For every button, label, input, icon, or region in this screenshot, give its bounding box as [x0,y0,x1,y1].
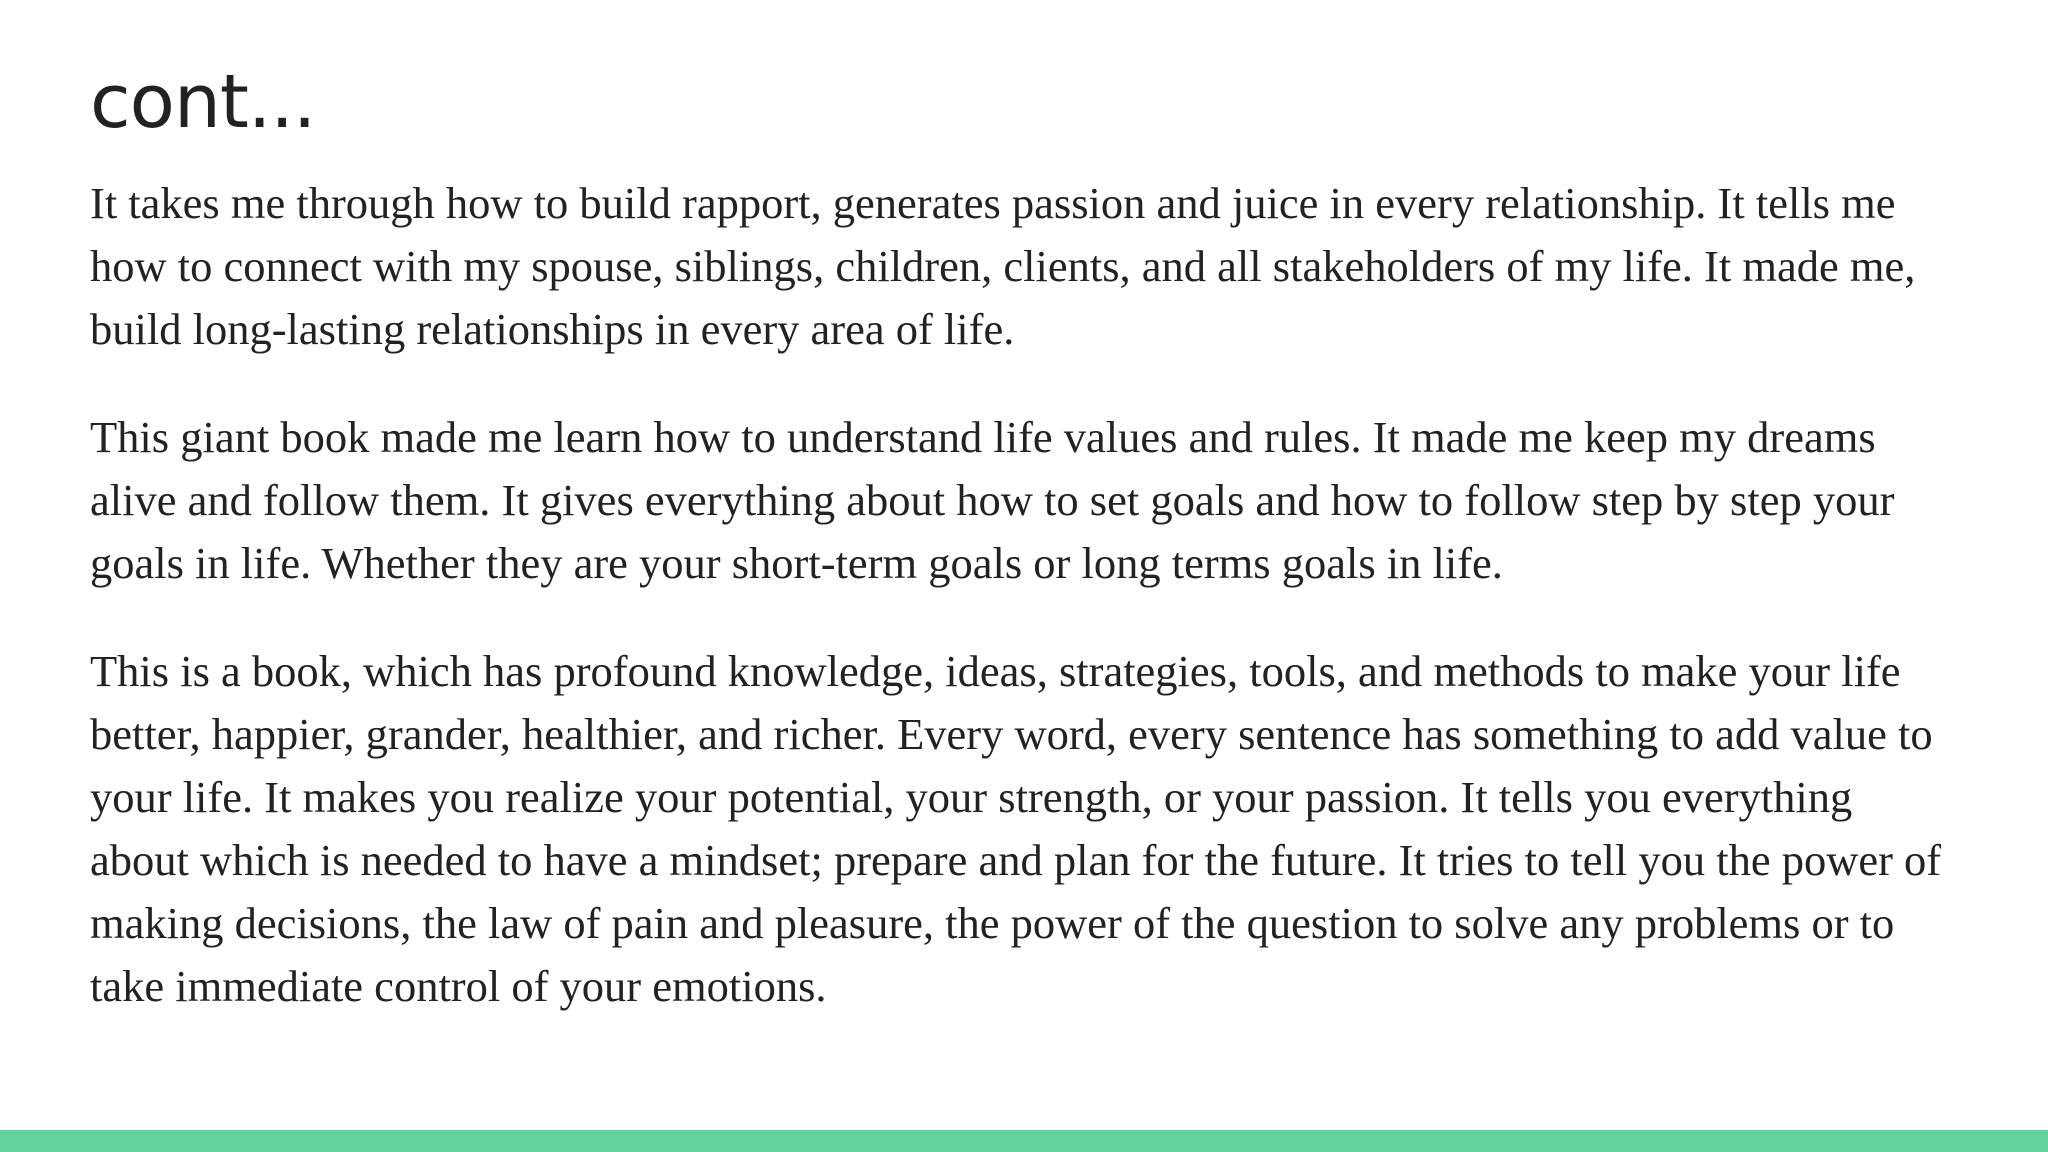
paragraph-3: This is a book, which has profound knowledge, ideas, strategies, tools, and methods to make your life better, happier, grander, healthier, and richer. Every word, every sentence has something to add value to your life. It makes you realize your potential, your strength, or your passion. It tells you everything about which is needed to have a mindset; prepare and plan for the future. It tries to tell you the power of making decisions, the law of pain and pleasure, the power of the question to solve any problems or to take immediate control of your emotions. [90,646,1942,1011]
paragraph-2: This giant book made me learn how to understand life values and rules. It made me keep my dreams alive and follow them. It gives everything about how to set goals and how to follow step by step your goals in life. Whether they are your short-term goals or long terms goals in life. [90,412,1895,588]
slide-title: cont... [90,59,316,145]
paragraph-1: It takes me through how to build rapport, generates passion and juice in every relationship. It tells me how to connect with my spouse, siblings, children, clients, and all stakeholders of my life. It made me, build long-lasting relationships in every area of life. [90,178,1916,354]
slide-body [90,172,1950,1063]
accent-footer-bar [0,1130,2048,1152]
